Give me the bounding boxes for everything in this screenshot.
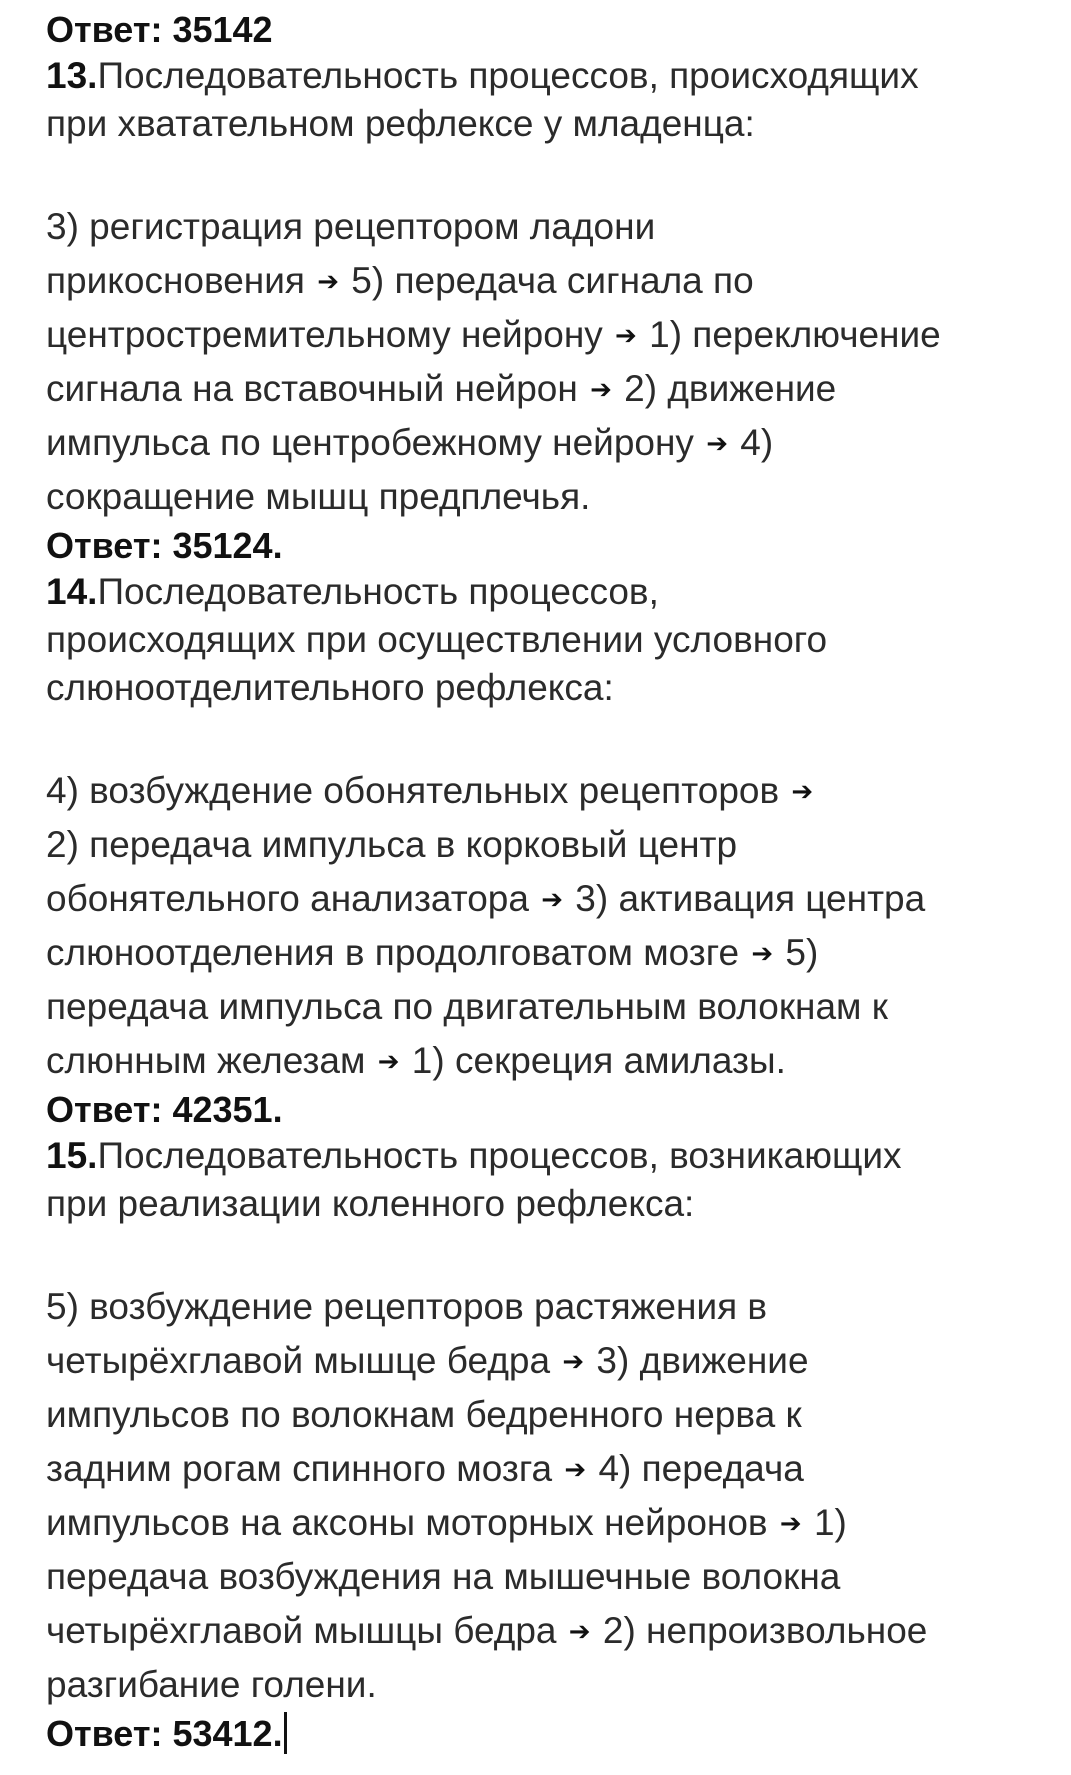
sequence-line: сигнала на вставочный нейрон ➔ 2) движение xyxy=(46,368,837,409)
arrow-right-icon: ➔ xyxy=(568,1616,591,1646)
sequence-line: передача импульса по двигательным волокнам к xyxy=(46,986,888,1027)
answer-14: Ответ: 42351. xyxy=(46,1089,283,1130)
question-13-sequence xyxy=(46,200,1056,524)
arrow-right-icon: ➔ xyxy=(590,374,612,404)
sequence-line: сокращение мышц предплечья. xyxy=(46,476,591,517)
question-14-heading-line-3: слюноотделительного рефлекса: xyxy=(46,667,614,708)
text-cursor xyxy=(284,1712,287,1754)
question-15-number: 15. xyxy=(46,1135,98,1176)
arrow-right-icon: ➔ xyxy=(615,320,637,350)
sequence-line: импульсов по волокнам бедренного нерва к xyxy=(46,1394,802,1435)
question-14-heading-line-2: происходящих при осуществлении условного xyxy=(46,619,828,660)
sequence-line: передача возбуждения на мышечные волокна xyxy=(46,1556,841,1597)
sequence-line: задним рогам спинного мозга ➔ 4) передача xyxy=(46,1448,804,1489)
answer-12: Ответ: 35142 xyxy=(46,9,273,50)
sequence-line: обонятельного анализатора ➔ 3) активация центра xyxy=(46,878,926,919)
arrow-right-icon: ➔ xyxy=(562,1346,585,1376)
question-14-heading-line-1: Последовательность процессов, xyxy=(97,571,659,612)
question-14-number: 14. xyxy=(46,571,98,612)
question-14-sequence xyxy=(46,764,1056,1088)
question-15-heading xyxy=(46,1132,1056,1228)
arrow-right-icon: ➔ xyxy=(751,938,774,968)
sequence-line: 5) возбуждение рецепторов растяжения в xyxy=(46,1286,768,1327)
sequence-line: слюноотделения в продолговатом мозге ➔ 5) xyxy=(46,932,819,973)
arrow-right-icon: ➔ xyxy=(791,776,814,806)
sequence-line: четырёхглавой мышцы бедра ➔ 2) непроизвольное xyxy=(46,1610,928,1651)
arrow-right-icon: ➔ xyxy=(779,1508,802,1538)
sequence-line: разгибание голени. xyxy=(46,1664,377,1705)
question-13-heading xyxy=(46,52,1056,148)
question-15-heading-line-2: при реализации коленного рефлекса: xyxy=(46,1183,695,1224)
sequence-line: 3) регистрация рецептором ладони xyxy=(46,206,656,247)
sequence-line: четырёхглавой мышце бедра ➔ 3) движение xyxy=(46,1340,809,1381)
answer-15-text: Ответ: 53412. xyxy=(46,1713,283,1754)
answer-13: Ответ: 35124. xyxy=(46,525,283,566)
sequence-line: 2) передача импульса в корковый центр xyxy=(46,824,738,865)
sequence-line: импульсов на аксоны моторных нейронов ➔ 1) xyxy=(46,1502,847,1543)
sequence-line: прикосновения ➔ 5) передача сигнала по xyxy=(46,260,754,301)
arrow-right-icon: ➔ xyxy=(377,1046,400,1076)
arrow-right-icon: ➔ xyxy=(564,1454,587,1484)
sequence-line: центростремительному нейрону ➔ 1) переключение xyxy=(46,314,941,355)
document-page xyxy=(46,8,1056,1756)
question-15-sequence xyxy=(46,1280,1056,1712)
question-14-heading xyxy=(46,568,1056,712)
arrow-right-icon: ➔ xyxy=(541,884,564,914)
question-15-heading-line-1: Последовательность процессов, возникающих xyxy=(97,1135,902,1176)
arrow-right-icon: ➔ xyxy=(706,428,729,458)
sequence-line: импульса по центробежному нейрону ➔ 4) xyxy=(46,422,774,463)
question-13-heading-line-1: Последовательность процессов, происходящих xyxy=(97,55,919,96)
answer-15 xyxy=(46,1712,1056,1756)
question-13-heading-line-2: при хватательном рефлексе у младенца: xyxy=(46,103,755,144)
question-13-number: 13. xyxy=(46,55,98,96)
sequence-line: слюнным железам ➔ 1) секреция амилазы. xyxy=(46,1040,786,1081)
sequence-line: 4) возбуждение обонятельных рецепторов ➔ xyxy=(46,770,814,811)
arrow-right-icon: ➔ xyxy=(317,266,340,296)
